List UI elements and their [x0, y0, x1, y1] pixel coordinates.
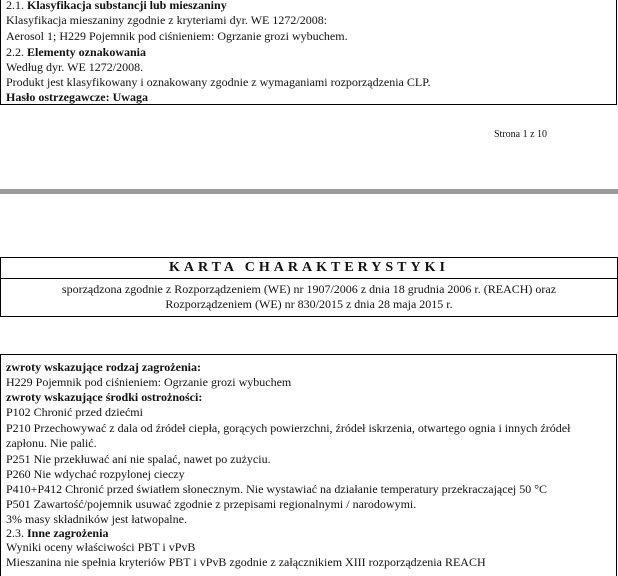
header-subtitle	[1, 282, 617, 312]
text-line: P501 Zawartość/pojemnik usuwać zgodnie z przepisami regionalnymi / narodowymi.	[6, 497, 417, 511]
text-line: H229 Pojemnik pod ciśnieniem: Ogrzanie grozi wybuchem	[6, 375, 292, 389]
text-line: P102 Chronić przed dziećmi	[6, 405, 143, 419]
line-bold: Klasyfikacja substancji lub mieszaniny	[27, 0, 227, 12]
document-header	[0, 257, 618, 317]
hazard-heading: zwroty wskazujące rodzaj zagrożenia:	[6, 360, 201, 374]
line-bold: Inne zagrożenia	[27, 526, 109, 540]
text-line: 3% masy składników jest łatwopalne.	[6, 512, 187, 526]
text-line: P260 Nie wdychać rozpylonej cieczy	[6, 467, 185, 481]
hazard-statements-box	[0, 354, 617, 576]
document-title: KARTA CHARAKTERYSTYKI	[169, 260, 449, 275]
section-2-2-heading	[6, 45, 146, 59]
line-bold: Elementy oznakowania	[27, 45, 147, 59]
subtitle-line-2: Rozporządzeniem (WE) nr 830/2015 z dnia 28 maja 2015 r.	[165, 297, 453, 311]
line-prefix: 2.3.	[6, 526, 27, 540]
text-line: zapłonu. Nie palić.	[6, 436, 97, 450]
text-line: P251 Nie przekłuwać ani nie spalać, nawet po zużyciu.	[6, 452, 271, 466]
page-number: Strona 1 z 10	[494, 129, 548, 140]
text-line: Produkt jest klasyfikowany i oznakowany zgodnie z wymaganiami rozporządzenia CLP.	[6, 75, 431, 89]
text-line: P410+P412 Chronić przed światłem słonecznym. Nie wystawiać na działanie temperatury przekraczającej 50 °C	[6, 482, 548, 496]
section-2-1-box	[0, 0, 617, 105]
section-2-1-heading	[6, 0, 227, 12]
subtitle-line-1: sporządzona zgodnie z Rozporządzeniem (WE) nr 1907/2006 z dnia 18 grudnia 2006 r. (REACH) oraz	[61, 282, 557, 296]
page-separator	[0, 189, 618, 194]
section-2-3-heading	[6, 526, 108, 540]
text-line: Klasyfikacja mieszaniny zgodnie z kryteriami dyr. WE 1272/2008:	[6, 13, 328, 27]
text-line: Według dyr. WE 1272/2008.	[6, 60, 144, 74]
text-line: Wyniki oceny właściwości PBT i vPvB	[6, 540, 196, 554]
signal-word-line: Hasło ostrzegawcze: Uwaga	[6, 90, 148, 104]
text-line: Aerosol 1; H229 Pojemnik pod ciśnieniem: Ogrzanie grozi wybuchem.	[6, 29, 348, 43]
precaution-heading: zwroty wskazujące środki ostrożności:	[6, 390, 203, 404]
header-title-row	[1, 258, 617, 279]
line-prefix: 2.1.	[6, 0, 27, 12]
text-line: P210 Przechowywać z dala od źródeł ciepła, gorących powierzchni, źródeł iskrzenia, otwartego ognia i innych źródeł	[6, 421, 571, 435]
line-prefix: 2.2.	[6, 45, 27, 59]
text-line: Mieszanina nie spełnia kryteriów PBT i vPvB zgodnie z załącznikiem XIII rozporządzenia REACH	[6, 555, 486, 569]
